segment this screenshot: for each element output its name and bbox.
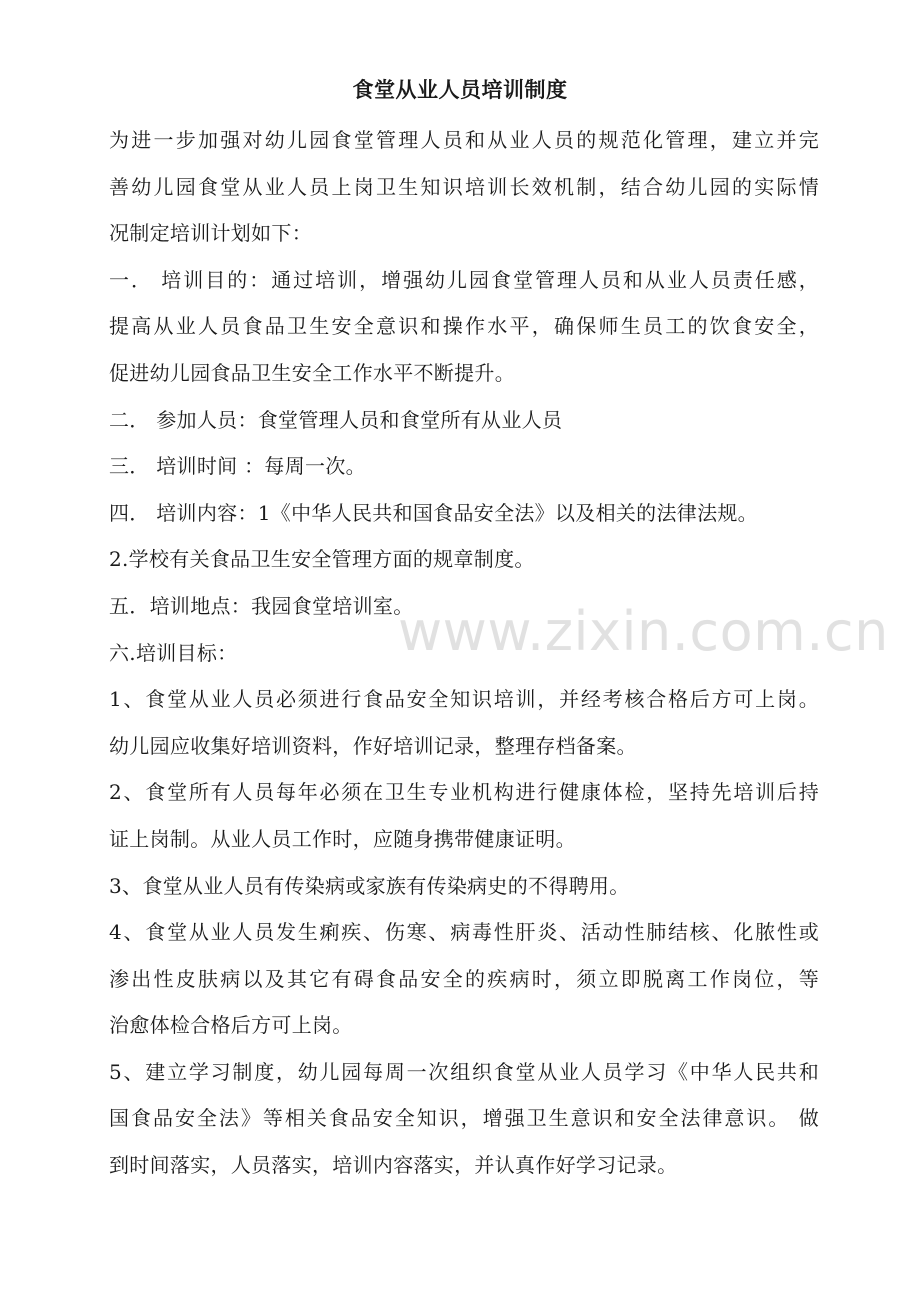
paragraph-line: 2、食堂所有人员每年必须在卫生专业机构进行健康体检，坚持先培训后持 [109,780,819,805]
paragraph-line: 国食品安全法》等相关食品安全知识，增强卫生意识和安全法律意识。 做 [109,1106,819,1131]
paragraph-line: 三． 培训时间 ：每周一次。 [109,454,366,479]
document-body [109,117,819,1189]
paragraph-line: 3、食堂从业人员有传染病或家族有传染病史的不得聘用。 [109,873,630,898]
paragraph-line: 为进一步加强对幼儿园食堂管理人员和从业人员的规范化管理，建立并完 [109,128,819,152]
paragraph-line: 一． 培训目的：通过培训，增强幼儿园食堂管理人员和从业人员责任感， [109,267,819,292]
paragraph-line: 幼儿园应收集好培训资料，作好培训记录，整理存档备案。 [109,733,637,758]
paragraph-line: 四． 培训内容：1《中华人民共和国食品安全法》以及相关的法律法规。 [109,500,758,525]
paragraph-line: 5、建立学习制度，幼儿园每周一次组织食堂从业人员学习《中华人民共和 [109,1059,819,1084]
paragraph-line: 治愈体检合格后方可上岗。 [109,1013,353,1038]
paragraph-line: 况制定培训计划如下： [109,221,312,246]
paragraph-line: 六.培训目标： [109,640,238,665]
paragraph-line: 五．培训地点：我园食堂培训室。 [109,593,414,618]
document-title: 食堂从业人员培训制度 [352,78,568,102]
paragraph-line: 渗出性皮肤病以及其它有碍食品安全的疾病时，须立即脱离工作岗位，等 [109,966,819,991]
paragraph-line: 促进幼儿园食品卫生安全工作水平不断提升。 [109,360,515,385]
watermark: www.zixin.com.cn [398,600,889,663]
paragraph-line: 提高从业人员食品卫生安全意识和操作水平，确保师生员工的饮食安全， [109,314,819,339]
paragraph-line: 到时间落实，人员落实，培训内容落实，并认真作好学习记录。 [109,1153,678,1178]
paragraph-line: 2.学校有关食品卫生安全管理方面的规章制度。 [109,547,535,572]
paragraph-line: 4、食堂从业人员发生痢疾、伤寒、病毒性肝炎、活动性肺结核、化脓性或 [109,920,819,945]
paragraph-line: 善幼儿园食堂从业人员上岗卫生知识培训长效机制，结合幼儿园的实际情 [109,174,819,199]
paragraph-line: 证上岗制。从业人员工作时，应随身携带健康证明。 [109,826,576,851]
paragraph-line: 二． 参加人员：食堂管理人员和食堂所有从业人员 [109,407,563,432]
paragraph-line: 1、食堂从业人员必须进行食品安全知识培训，并经考核合格后方可上岗。 [109,687,819,712]
